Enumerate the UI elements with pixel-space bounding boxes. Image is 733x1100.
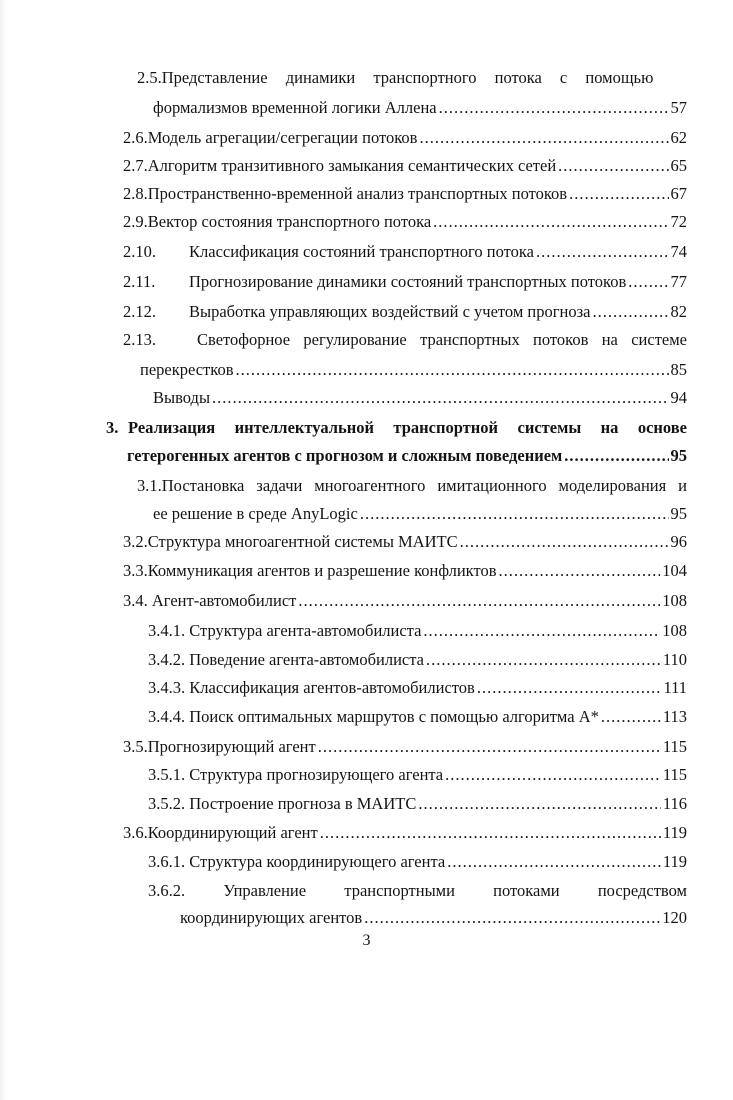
- toc-entry-2-7-title: 2.7.Алгоритм транзитивного замыкания семантических сетей: [123, 156, 557, 175]
- toc-entry-2-13-line2: [140, 360, 687, 380]
- toc-entry-2-10-title: Классификация состояний транспортного потока: [189, 242, 534, 261]
- leader-dots: [439, 98, 669, 118]
- toc-entry-conclusions-title: Выводы: [153, 388, 211, 407]
- toc-entry-2-12-page: 82: [670, 302, 687, 321]
- leader-dots: [445, 765, 661, 785]
- toc-entry-3-4-4-title: 3.4.4. Поиск оптимальных маршрутов с помощью алгоритма А*: [148, 707, 599, 726]
- toc-entry-3-1-line2: [153, 504, 687, 524]
- toc-entry-3-4-1-title: 3.4.1. Структура агента-автомобилиста: [148, 621, 422, 640]
- toc-entry-3-4-3-page: 111: [663, 678, 687, 697]
- toc-entry-3-4-4-page: 113: [662, 707, 687, 726]
- toc-entry-3-6-1: [148, 852, 687, 872]
- toc-entry-3-1-title-b: ее решение в среде AnyLogic: [153, 504, 358, 523]
- toc-entry-2-11-number: 2.11.: [123, 272, 156, 291]
- toc-entry-3-3-title: 3.3.Коммуникация агентов и разрешение конфликтов: [123, 561, 497, 580]
- leader-dots: [320, 823, 661, 843]
- toc-entry-2-8-title: 2.8.Пространственно-временной анализ транспортных потоков: [123, 184, 568, 203]
- leader-dots: [298, 591, 660, 611]
- toc-entry-2-7: [123, 156, 687, 176]
- leader-dots: [558, 156, 668, 176]
- toc-entry-3-4-3-title: 3.4.3. Классификация агентов-автомобилистов: [148, 678, 475, 697]
- toc-entry-3-5-1-page: 115: [662, 765, 687, 784]
- toc-entry-2-5-line2: [153, 98, 687, 118]
- toc-entry-3-4-1-page: 108: [662, 621, 687, 640]
- leader-dots: [426, 650, 661, 670]
- toc-entry-3-5-1-title: 3.5.1. Структура прогнозирующего агента: [148, 765, 444, 784]
- toc-entry-3-2-page: 96: [670, 532, 687, 551]
- toc-entry-3-3: [123, 561, 687, 581]
- toc-entry-conclusions: [153, 388, 687, 408]
- toc-entry-2-9-page: 72: [670, 212, 687, 231]
- toc-entry-3-4-title: 3.4. Агент-автомобилист: [123, 591, 297, 610]
- toc-entry-3-5-page: 115: [662, 737, 687, 756]
- toc-entry-3-4-1: [148, 621, 687, 641]
- toc-entry-2-13-number: 2.13.: [123, 330, 156, 349]
- toc-entry-3-4: [123, 591, 687, 611]
- toc-entry-3-5-2-title: 3.5.2. Построение прогноза в МАИТС: [148, 794, 417, 813]
- leader-dots: [564, 446, 668, 466]
- toc-chapter-3-line2: [127, 446, 687, 466]
- toc-chapter-3-number: 3.: [106, 418, 119, 437]
- leader-dots: [433, 212, 668, 232]
- toc-entry-2-10-number: 2.10.: [123, 242, 156, 261]
- toc-entry-3-5-title: 3.5.Прогнозирующий агент: [123, 737, 316, 756]
- leader-dots: [569, 184, 668, 204]
- toc-entry-conclusions-page: 94: [670, 388, 687, 407]
- toc-entry-3-4-4: [148, 707, 687, 727]
- toc-entry-3-5-2-page: 116: [662, 794, 687, 813]
- toc-entry-3-6-2-line1: [148, 881, 687, 901]
- leader-dots: [499, 561, 661, 581]
- toc-entry-2-6-title: 2.6.Модель агрегации/сегрегации потоков: [123, 128, 418, 147]
- toc-entry-3-5-1: [148, 765, 687, 785]
- toc-entry-2-12-number: 2.12.: [123, 302, 156, 321]
- leader-dots: [318, 737, 661, 757]
- toc-entry-3-4-2: [148, 650, 687, 670]
- toc-entry-3-6-2-line2: [180, 908, 687, 928]
- toc-entry-2-8: [123, 184, 687, 204]
- toc-entry-3-6: [123, 823, 687, 843]
- leader-dots: [628, 272, 668, 292]
- toc-entry-3-3-page: 104: [662, 561, 687, 580]
- leader-dots: [212, 388, 668, 408]
- toc-entry-2-5-line1: [137, 68, 687, 88]
- toc-entry-2-13-title-a: Светофорное регулирование транспортных потоков на системе: [197, 330, 687, 349]
- leader-dots: [235, 360, 668, 380]
- leader-dots: [601, 707, 661, 727]
- toc-entry-2-8-page: 67: [670, 184, 687, 203]
- toc-entry-2-10: [123, 242, 687, 262]
- toc-entry-3-6-1-title: 3.6.1. Структура координирующего агента: [148, 852, 446, 871]
- toc-entry-2-6-page: 62: [670, 128, 687, 147]
- leader-dots: [419, 128, 668, 148]
- toc-entry-3-6-title: 3.6.Координирующий агент: [123, 823, 318, 842]
- toc-entry-2-6: [123, 128, 687, 148]
- toc-entry-2-5-title-a: 2.5.Представление динамики транспортного потока с помощью: [137, 68, 654, 87]
- leader-dots: [360, 504, 669, 524]
- toc-entry-3-6-page: 119: [662, 823, 687, 842]
- toc-entry-2-5-page: 57: [670, 98, 687, 117]
- toc-entry-3-1-title-a: 3.1.Постановка задачи многоагентного имитационного моделирования и: [137, 476, 687, 495]
- leader-dots: [592, 302, 668, 322]
- toc-entry-3-4-2-title: 3.4.2. Поведение агента-автомобилиста: [148, 650, 424, 669]
- toc-entry-2-9-title: 2.9.Вектор состояния транспортного потока: [123, 212, 432, 231]
- toc-entry-2-9: [123, 212, 687, 232]
- toc-entry-3-2-title: 3.2.Структура многоагентной системы МАИТС: [123, 532, 458, 551]
- toc-entry-2-11-title: Прогнозирование динамики состояний транспортных потоков: [189, 272, 627, 291]
- toc-entry-2-7-page: 65: [670, 156, 687, 175]
- leader-dots: [447, 852, 661, 872]
- toc-entry-3-6-2-title-b: координирующих агентов: [180, 908, 363, 927]
- toc-entry-3-6-1-page: 119: [662, 852, 687, 871]
- toc-entry-2-13-title-b: перекрестков: [140, 360, 234, 379]
- toc-entry-3-4-2-page: 110: [662, 650, 687, 669]
- leader-dots: [536, 242, 669, 262]
- toc-entry-2-5-title-b: формализмов временной логики Аллена: [153, 98, 437, 117]
- toc-entry-3-4-3: [148, 678, 687, 698]
- toc-entry-2-11-page: 77: [670, 272, 687, 291]
- leader-dots: [477, 678, 662, 698]
- toc-entry-3-1-page: 95: [670, 504, 687, 523]
- toc-entry-3-5-2: [148, 794, 687, 814]
- toc-entry-2-13-line1: [123, 330, 687, 350]
- toc-entry-3-4-page: 108: [662, 591, 687, 610]
- toc-chapter-3-line1: [106, 418, 687, 438]
- toc-entry-3-5: [123, 737, 687, 757]
- toc-chapter-3-title-b: гетерогенных агентов с прогнозом и сложным поведением: [127, 446, 563, 465]
- toc-entry-3-6-2-title-a: 3.6.2. Управление транспортными потоками посредством: [148, 881, 687, 900]
- toc-entry-2-11: [123, 272, 687, 292]
- toc-chapter-3-title-a: Реализация интеллектуальной транспортной системы на основе: [128, 418, 687, 437]
- toc-entry-2-13-page: 85: [670, 360, 687, 379]
- leader-dots: [460, 532, 669, 552]
- toc-chapter-3-page: 95: [670, 446, 687, 465]
- toc-entry-2-12: [123, 302, 687, 322]
- toc-entry-3-2: [123, 532, 687, 552]
- toc-entry-3-6-2-page: 120: [662, 908, 687, 927]
- leader-dots: [423, 621, 660, 641]
- leader-dots: [418, 794, 661, 814]
- page-number: 3: [362, 932, 371, 949]
- toc-entry-2-12-title: Выработка управляющих воздействий с учетом прогноза: [189, 302, 591, 321]
- toc-entry-3-1-line1: [137, 476, 687, 496]
- toc-entry-2-10-page: 74: [670, 242, 687, 261]
- leader-dots: [364, 908, 660, 928]
